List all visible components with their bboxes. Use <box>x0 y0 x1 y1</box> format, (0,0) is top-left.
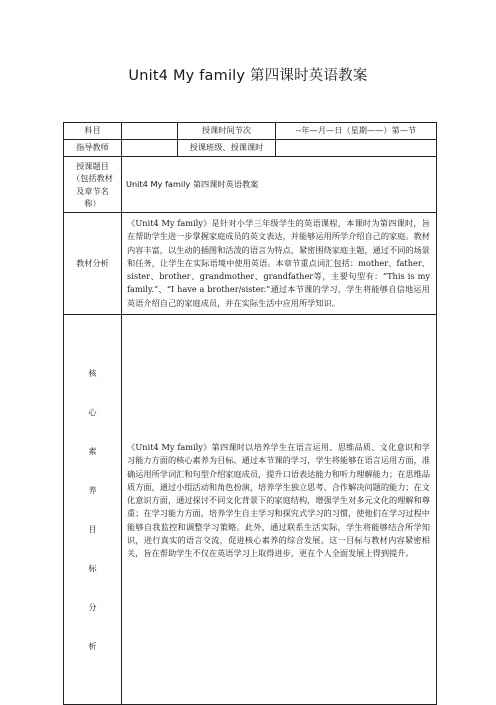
table-row <box>64 157 437 213</box>
table-row <box>64 140 437 157</box>
class-hours-value <box>276 140 437 157</box>
document-title: Unit4 My family 第四课时英语教案 <box>128 68 368 84</box>
core-label-char: 目 <box>88 523 97 534</box>
class-hours-label: 授课班级、授课课时 <box>178 140 276 157</box>
subject-label: 科目 <box>64 123 122 140</box>
class-time-label: 授课时间节次 <box>178 123 276 140</box>
topic-value: Unit4 My family 第四课时英语教案 <box>122 157 437 213</box>
topic-label: 授课题目 （包括教材 及章节名 称） <box>64 157 122 213</box>
subject-value <box>122 123 178 140</box>
core-literacy-label <box>64 315 122 705</box>
material-analysis-text: 《Unit4 My family》是针对小学三年级学生的英语课程，本课时为第四课时，旨在帮助学生进一步掌握家庭成员的英文表达，并能够运用所学介绍自己的家庭。教材内容丰富，以生动的插图和活泼的语言为特点，紧密围绕家庭主题，通过不同的场景和任务，让学生在实际语境中使用英语。本章节重点词汇包括：mother、father、sister、brother、grandmother、grandfather等，主要句型有：“This is my family.”、“I have a brother/sister.”通过本节课的学习，学生将能够自信地运用英语介绍自己的家庭成员，并在实际生活中应用所学知识。 <box>122 213 437 315</box>
core-label-char: 养 <box>88 484 97 495</box>
core-label-char: 标 <box>88 562 97 573</box>
core-label-char: 心 <box>88 406 97 417</box>
core-label-char: 分 <box>88 601 97 612</box>
core-literacy-text: 《Unit4 My family》第四课时以培养学生在语言运用、思维品质、文化意识和学习能力方面的核心素养为目标。通过本节课的学习，学生将能够在语言运用方面，准确运用所学词汇和句型介绍家庭成员，提升口语表达能力和听力理解能力；在思维品质方面，通过小组活动和角色扮演，培养学生独立思考、合作解决问题的能力；在文化意识方面，通过探讨不同文化背景下的家庭结构，增强学生对多元文化的理解和尊重；在学习能力方面，培养学生自主学习和探究式学习的习惯，使他们在学习过程中能够自我监控和调整学习策略。此外，通过联系生活实际，学生将能够结合所学知识，进行真实的语言交流，促进核心素养的综合发展。这一目标与教材内容紧密相关，旨在帮助学生不仅在英语学习上取得进步，更在个人全面发展上得到提升。 <box>122 315 437 705</box>
lesson-plan-table <box>63 122 437 705</box>
material-analysis-label: 教材分析 <box>64 213 122 315</box>
table-row <box>64 123 437 140</box>
table-row <box>64 213 437 315</box>
core-label-char: 素 <box>88 445 97 456</box>
table-row <box>64 315 437 705</box>
teacher-value <box>122 140 178 157</box>
core-label-char: 析 <box>88 640 97 651</box>
teacher-label: 指导教师 <box>64 140 122 157</box>
core-label-char: 核 <box>88 367 97 378</box>
class-time-value: --年—月—日（星期——）第—节 <box>276 123 437 140</box>
